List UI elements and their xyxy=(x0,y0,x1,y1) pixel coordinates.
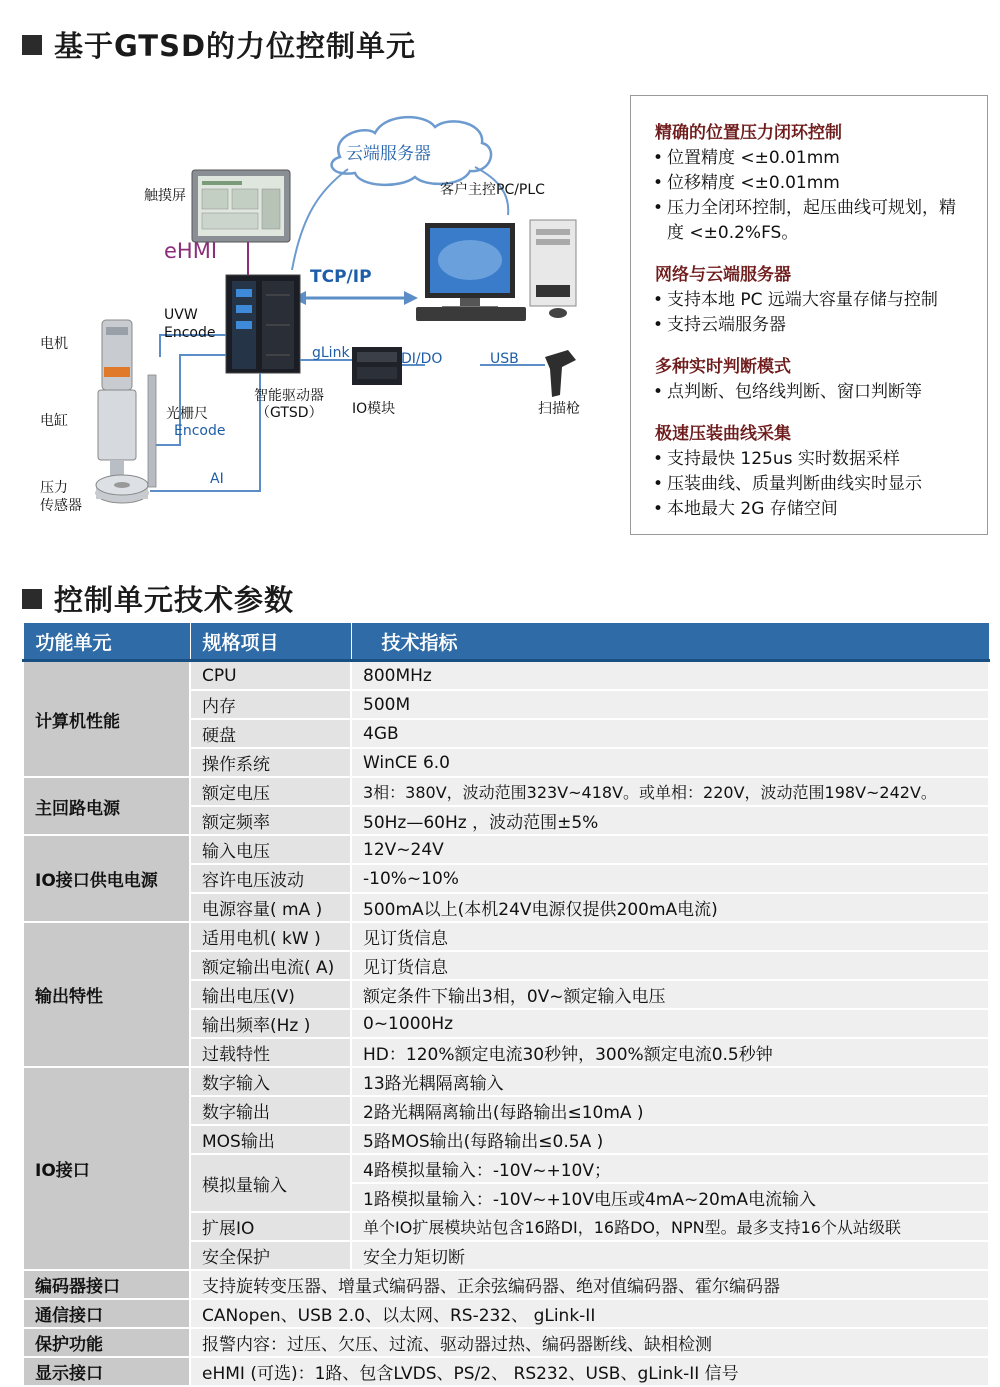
group-cell: 通信接口 xyxy=(23,1299,190,1328)
item-cell: 容许电压波动 xyxy=(190,864,351,893)
feature-heading: 精确的位置压力闭环控制 xyxy=(655,123,842,143)
header-function-unit: 功能单元 xyxy=(23,623,190,661)
value-cell: CANopen、USB 2.0、以太网、RS-232、 gLink-II xyxy=(190,1299,989,1328)
scanner-label: 扫描枪 xyxy=(538,401,580,417)
usb-label: USB xyxy=(490,351,519,367)
uvw-label: UVW xyxy=(164,307,198,323)
motor-cylinder-icon xyxy=(98,320,136,478)
feature-item: • 位置精度 <±0.01mm xyxy=(653,146,971,171)
value-cell: 3相：380V，波动范围323V~418V。或单相：220V，波动范围198V~242V。 xyxy=(351,777,989,806)
driver-icon xyxy=(226,275,300,373)
table-row xyxy=(23,661,989,691)
value-cell: 4路模拟量输入：-10V~+10V； xyxy=(351,1154,989,1183)
grating-label: 光栅尺 xyxy=(166,406,208,422)
group-cell: 计算机性能 xyxy=(23,661,190,778)
dido-label: DI/DO xyxy=(401,351,443,367)
value-cell: 单个IO扩展模块站包含16路DI，16路DO，NPN型。最多支持16个从站级联 xyxy=(351,1212,989,1241)
group-cell: 显示接口 xyxy=(23,1357,190,1386)
item-cell: 安全保护 xyxy=(190,1241,351,1270)
cylinder-label: 电缸 xyxy=(40,413,68,429)
value-cell: WinCE 6.0 xyxy=(351,748,989,777)
section-title-text: 基于GTSD的力位控制单元 xyxy=(54,29,417,63)
item-cell: 额定电压 xyxy=(190,777,351,806)
system-diagram xyxy=(30,95,620,525)
io-module-icon xyxy=(352,347,402,385)
scanner-icon xyxy=(545,350,576,397)
item-cell: 输出电压(V) xyxy=(190,980,351,1009)
spec-table xyxy=(22,622,990,1387)
touchscreen-icon xyxy=(192,170,290,242)
feature-heading: 网络与云端服务器 xyxy=(655,265,791,285)
sensor-label: 压力 xyxy=(40,480,68,496)
feature-heading: 多种实时判断模式 xyxy=(655,357,791,377)
feature-box xyxy=(630,95,988,535)
ai-label: AI xyxy=(210,471,224,487)
driver-label: 智能驱动器 xyxy=(254,388,324,404)
section-title-text: 控制单元技术参数 xyxy=(54,583,295,617)
group-cell: IO接口 xyxy=(23,1067,190,1270)
value-cell: 支持旋转变压器、增量式编码器、正余弦编码器、绝对值编码器、霍尔编码器 xyxy=(190,1270,989,1299)
header-spec-item: 规格项目 xyxy=(190,623,351,661)
item-cell: 数字输出 xyxy=(190,1096,351,1125)
value-cell: 1路模拟量输入：-10V~+10V电压或4mA~20mA电流输入 xyxy=(351,1183,989,1212)
item-cell: 扩展IO xyxy=(190,1212,351,1241)
title-square-icon xyxy=(22,35,42,55)
feature-heading: 极速压装曲线采集 xyxy=(655,424,791,444)
group-cell: 编码器接口 xyxy=(23,1270,190,1299)
pc-icon xyxy=(416,220,576,321)
item-cell: 硬盘 xyxy=(190,719,351,748)
tcpip-arrow xyxy=(292,291,418,305)
table-row xyxy=(23,1357,989,1386)
header-tech-index: 技术指标 xyxy=(351,623,989,661)
value-cell: HD：120%额定电流30秒钟，300%额定电流0.5秒钟 xyxy=(351,1038,989,1067)
value-cell: 安全力矩切断 xyxy=(351,1241,989,1270)
feature-list xyxy=(653,380,971,405)
value-cell: 4GB xyxy=(351,719,989,748)
value-cell: 12V~24V xyxy=(351,835,989,864)
value-cell: 见订货信息 xyxy=(351,922,989,951)
table-row xyxy=(23,1067,989,1096)
table-row xyxy=(23,777,989,806)
value-cell: 500M xyxy=(351,690,989,719)
table-row xyxy=(23,1299,989,1328)
grating-encode-label: Encode xyxy=(174,423,226,439)
item-cell: 输入电压 xyxy=(190,835,351,864)
section-title-1 xyxy=(22,24,416,65)
item-cell: 数字输入 xyxy=(190,1067,351,1096)
glink-label: gLink xyxy=(312,345,350,361)
item-cell: 适用电机( kW ) xyxy=(190,922,351,951)
item-cell: 电源容量( mA ) xyxy=(190,893,351,922)
group-cell: IO接口供电电源 xyxy=(23,835,190,922)
feature-item: • 支持云端服务器 xyxy=(653,313,971,338)
table-row xyxy=(23,1270,989,1299)
feature-item: • 支持本地 PC 远端大容量存储与控制 xyxy=(653,288,971,313)
item-cell: 内存 xyxy=(190,690,351,719)
feature-list xyxy=(653,146,971,246)
motor-label: 电机 xyxy=(40,336,68,352)
ehmi-label: eHMI xyxy=(164,239,218,263)
value-cell: 额定条件下输出3相，0V~额定输入电压 xyxy=(351,980,989,1009)
value-cell: -10%~10% xyxy=(351,864,989,893)
group-cell: 输出特性 xyxy=(23,922,190,1067)
table-row xyxy=(23,835,989,864)
table-row xyxy=(23,922,989,951)
value-cell: 见订货信息 xyxy=(351,951,989,980)
value-cell: 13路光耦隔离输入 xyxy=(351,1067,989,1096)
cloud-server-label: 云端服务器 xyxy=(346,144,431,164)
group-cell: 主回路电源 xyxy=(23,777,190,835)
value-cell: 2路光耦隔离输出(每路输出≤10mA ) xyxy=(351,1096,989,1125)
feature-item: • 压装曲线、质量判断曲线实时显示 xyxy=(653,472,971,497)
touchscreen-label: 触摸屏 xyxy=(144,188,186,204)
item-cell: 模拟量输入 xyxy=(190,1154,351,1212)
value-cell: 800MHz xyxy=(351,661,989,691)
driver-model-label: （GTSD） xyxy=(256,405,323,421)
feature-item: • 点判断、包络线判断、窗口判断等 xyxy=(653,380,971,405)
item-cell: 操作系统 xyxy=(190,748,351,777)
feature-item: • 压力全闭环控制，起压曲线可规划，精度 <±0.2%FS。 xyxy=(653,196,971,246)
feature-list xyxy=(653,288,971,338)
table-row xyxy=(23,1328,989,1357)
feature-item: • 支持最快 125us 实时数据采样 xyxy=(653,447,971,472)
pc-label: 客户主控PC/PLC xyxy=(440,182,545,198)
feature-item: • 本地最大 2G 存储空间 xyxy=(653,497,971,522)
feature-item: • 位移精度 <±0.01mm xyxy=(653,171,971,196)
encode-label: Encode xyxy=(164,325,216,341)
value-cell: 5路MOS输出(每路输出≤0.5A ) xyxy=(351,1125,989,1154)
title-square-icon xyxy=(22,589,42,609)
pressure-sensor-icon xyxy=(96,475,148,503)
value-cell: 0~1000Hz xyxy=(351,1009,989,1038)
table-header-row xyxy=(23,623,989,661)
item-cell: 额定频率 xyxy=(190,806,351,835)
item-cell: 过载特性 xyxy=(190,1038,351,1067)
sensor-label-2: 传感器 xyxy=(40,498,82,514)
feature-list xyxy=(653,447,971,522)
diagram-lines xyxy=(30,95,620,525)
io-module-label: IO模块 xyxy=(352,401,396,417)
section-title-2 xyxy=(22,578,294,619)
item-cell: MOS输出 xyxy=(190,1125,351,1154)
value-cell: 报警内容：过压、欠压、过流、驱动器过热、编码器断线、缺相检测 xyxy=(190,1328,989,1357)
item-cell: 额定输出电流( A) xyxy=(190,951,351,980)
grating-rod-icon xyxy=(148,375,156,487)
value-cell: 500mA以上(本机24V电源仅提供200mA电流) xyxy=(351,893,989,922)
tcpip-label: TCP/IP xyxy=(310,267,372,287)
item-cell: 输出频率(Hz ) xyxy=(190,1009,351,1038)
item-cell: CPU xyxy=(190,661,351,691)
value-cell: eHMI (可选)：1路、包含LVDS、PS/2、 RS232、USB、gLink-II 信号 xyxy=(190,1357,989,1386)
value-cell: 50Hz—60Hz ，波动范围±5% xyxy=(351,806,989,835)
group-cell: 保护功能 xyxy=(23,1328,190,1357)
